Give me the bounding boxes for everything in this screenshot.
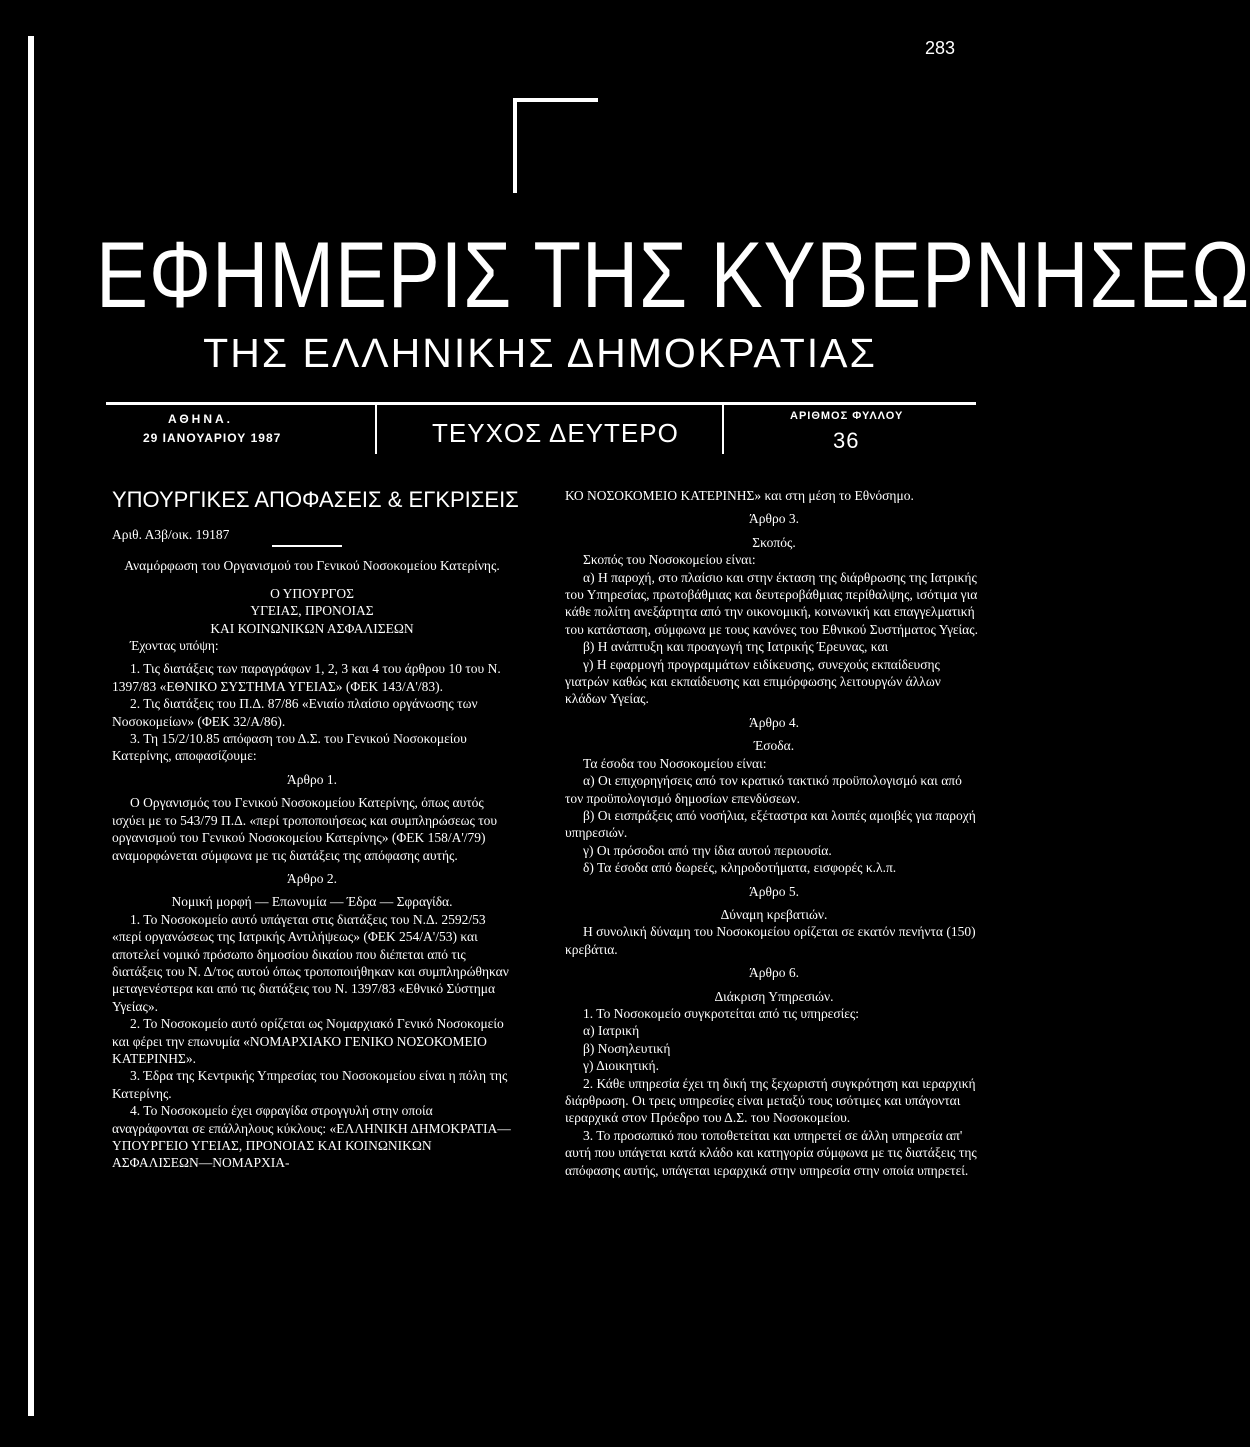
article-6-service-b: β) Νοσηλευτική [583, 1040, 671, 1056]
sheet-number-label: ΑΡΙΘΜΟΣ ΦΥΛΛΟΥ [790, 410, 904, 422]
consideration-3: 3. Τη 15/2/10.85 απόφαση του Δ.Σ. του Γενικού Νοσοκομείου Κατερίνης, αποφασίζουμε: [112, 731, 467, 764]
article-2-paragraph-1: 1. Το Νοσοκομείο αυτό υπάγεται στις διατάξεις του Ν.Δ. 2592/53 «περί οργανώσεως της Ιατρικής Αντιλήψεως» (ΦΕΚ 254/Α'/53) και αποτελεί νομικό πρόσωπο δημοσίου δικαίου που διέπεται από τις διατάξεις του Ν. Δ/τος αυτού όπως τροποποιήθηκαν και συμπληρώθηκαν μεταγενέστερα και από τις διατάξεις του Ν. 1397/83 «Εθνικό Σύστημα Υγείας». [112, 911, 509, 1014]
article-2-paragraph-3: 3. Έδρα της Κεντρικής Υπηρεσίας του Νοσοκομείου είναι η πόλη της Κατερίνης. [112, 1068, 508, 1101]
article-4-item-b: β) Οι εισπράξεις από νοσήλια, εξέταστρα και λοιπές αμοιβές για παροχή υπηρεσιών. [565, 807, 976, 841]
article-3-item-b: β) Η ανάπτυξη και προαγωγή της Ιατρικής Έρευνας, και [583, 639, 889, 655]
article-6-paragraph-3: 3. Το προσωπικό που τοποθετείται και υπηρετεί σε άλλη υπηρεσία απ' αυτή που υπάγεται κατά κλάδο και κατηγορία σύμφωνα με τις διατάξεις της απόφασης αυτής, υπάγεται ιεραρχικά στην υπηρεσία στην οποία υπηρετεί. [565, 1127, 977, 1178]
article-4-item-d: δ) Τα έσοδα από δωρεές, κληροδοτήματα, εισφορές κ.λ.π. [583, 860, 897, 876]
article-3-item-c: γ) Η εφαρμογή προγραμμάτων ειδίκευσης, συνεχούς εκπαίδευσης γιατρών καθώς και εκπαίδευσης και επιμόρφωσης λειτουργών άλλων κλάδων Υγείας. [565, 656, 941, 707]
article-2-paragraph-2: 2. Το Νοσοκομείο αυτό ορίζεται ως Νομαρχιακό Γενικό Νοσοκομείο και φέρει την επωνυμία «ΝΟΜΑΡΧΙΑΚΟ ΓΕΝΙΚΟ ΝΟΣΟΚΟΜΕΙΟ ΚΑΤΕΡΙΝΗΣ». [112, 1016, 504, 1066]
minister-line-1: Ο ΥΠΟΥΡΓΟΣ [270, 585, 354, 601]
article-2-subtitle: Νομική μορφή — Επωνυμία — Έδρα — Σφραγίδα. [171, 894, 453, 910]
issue-series: ΤΕΥΧΟΣ ΔΕΥΤΕΡΟ [432, 418, 679, 448]
page-number: 283 [925, 38, 956, 58]
article-6-subtitle: Διάκριση Υπηρεσιών. [714, 988, 834, 1004]
article-6-paragraph-2: 2. Κάθε υπηρεσία έχει τη δική της ξεχωριστή συγκρότηση και ιεραρχική διάρθρωση. Οι τρεις υπηρεσίες είναι μεταξύ τους ισότιμες και υπάγονται ιεραρχικά στον Πρόεδρο του Δ.Σ. του Νοσοκομείου. [565, 1075, 976, 1126]
article-3-item-a: α) Η παροχή, στο πλαίσιο και στην έκταση της διάρθρωσης της Ιατρικής του Υπηρεσίας, πρωτοβάθμιας και δευτεροβάθμιας περίθαλψης, ισότιμα για κάθε πολίτη ανεξάρτητα από την οικονομική, κοινωνική και επαγγελματική του κατάσταση, σύμφωνα με τους κανόνες του Εθνικού Συστήματος Υγείας. [565, 569, 978, 637]
article-3-intro: Σκοπός του Νοσοκομείου είναι: [583, 552, 756, 568]
article-3-heading: Άρθρο 3. [749, 511, 799, 527]
article-2-paragraph-4: 4. Το Νοσοκομείο έχει σφραγίδα στρογγυλή στην οποία αναγράφονται σε επάλληλους κύκλους: «ΕΛΛΗΝΙΚΗ ΔΗΜΟΚΡΑΤΙΑ—ΥΠΟΥΡΓΕΙΟ ΥΓΕΙΑΣ, ΠΡΟΝΟΙΑΣ ΚΑΙ ΚΟΙΝΩΝΙΚΩΝ ΑΣΦΑΛΙΣΕΩΝ—ΝΟΜΑΡΧΙΑ- [112, 1103, 511, 1171]
right-column [565, 487, 983, 1179]
issue-date: 29 ΙΑΝΟΥΑΡΙΟΥ 1987 [143, 431, 282, 445]
continuation-text: ΚΟ ΝΟΣΟΚΟΜΕΙΟ ΚΑΤΕΡΙΝΗΣ» και στη μέση το Εθνόσημο. [565, 488, 914, 503]
article-4-item-a: α) Οι επιχορηγήσεις από τον κρατικό τακτικό προϋπολογισμό και από τον προϋπολογισμό δημοσίων επενδύσεων. [565, 773, 962, 806]
issue-bar-divider-left [375, 404, 377, 454]
left-column [112, 526, 512, 1172]
reference-rule [272, 545, 342, 547]
decision-title: Αναμόρφωση του Οργανισμού του Γενικού Νοσοκομείου Κατερίνης. [124, 558, 500, 574]
crop-mark-horizontal [513, 98, 598, 102]
article-6-service-a: α) Ιατρική [583, 1023, 640, 1039]
article-3-subtitle: Σκοπός. [752, 534, 796, 550]
article-4-subtitle: Έσοδα. [753, 738, 795, 754]
issue-bar-top-rule [106, 402, 976, 405]
minister-line-3: ΚΑΙ ΚΟΙΝΩΝΙΚΩΝ ΑΣΦΑΛΙΣΕΩΝ [210, 620, 414, 636]
article-6-service-c: γ) Διοικητική. [583, 1058, 659, 1074]
left-margin-bar [28, 36, 34, 1416]
section-title: ΥΠΟΥΡΓΙΚΕΣ ΑΠΟΦΑΣΕΙΣ & ΕΓΚΡΙΣΕΙΣ [112, 487, 519, 512]
article-4-intro: Τα έσοδα του Νοσοκομείου είναι: [583, 755, 767, 771]
article-4-item-c: γ) Οι πρόσοδοι από την ίδια αυτού περιουσία. [583, 842, 832, 858]
article-1-text: Ο Οργανισμός του Γενικού Νοσοκομείου Κατερίνης, όπως αυτός ισχύει με το 543/79 Π.Δ. «περί τροποποιήσεως και συμπληρώσεως του οργανισμού του Γενικού Νοσοκομείου Κατερίνης» (ΦΕΚ 158/Α'/79) αναμορφώνεται σύμφωνα με τις διατάξεις της απόφασης αυτής. [112, 795, 498, 863]
article-1-heading: Άρθρο 1. [287, 771, 337, 787]
issue-city: ΑΘΗΝΑ. [168, 412, 234, 426]
crop-mark-vertical [513, 98, 517, 193]
having-regard: Έχοντας υπόψη: [130, 638, 219, 654]
article-2-heading: Άρθρο 2. [287, 870, 337, 886]
gazette-masthead-title: ΕΦΗΜΕΡΙΣ ΤΗΣ ΚΥΒΕΡΝΗΣΕΩ [96, 222, 1250, 327]
article-5-text: Η συνολική δύναμη του Νοσοκομείου ορίζεται σε εκατόν πενήντα (150) κρεβάτια. [565, 924, 976, 957]
article-5-heading: Άρθρο 5. [749, 883, 799, 899]
gazette-masthead-subtitle: ΤΗΣ ΕΛΛΗΝΙΚΗΣ ΔΗΜΟΚΡΑΤΙΑΣ [203, 330, 877, 376]
article-4-heading: Άρθρο 4. [749, 714, 799, 730]
issue-bar-divider-right [722, 404, 724, 454]
sheet-number: 36 [833, 428, 860, 453]
decision-reference: Αριθ. Α3β/οικ. 19187 [112, 527, 230, 542]
article-5-subtitle: Δύναμη κρεβατιών. [720, 906, 828, 922]
consideration-1: 1. Τις διατάξεις των παραγράφων 1, 2, 3 και 4 του άρθρου 10 του Ν. 1397/83 «ΕΘΝΙΚΟ ΣΥΣΤΗΜΑ ΥΓΕΙΑΣ» (ΦΕΚ 143/Α'/83). [112, 661, 501, 694]
article-6-heading: Άρθρο 6. [749, 965, 799, 981]
article-6-paragraph-1: 1. Το Νοσοκομείο συγκροτείται από τις υπηρεσίες: [583, 1005, 860, 1021]
consideration-2: 2. Τις διατάξεις του Π.Δ. 87/86 «Ενιαίο πλαίσιο οργάνωσης των Νοσοκομείων» (ΦΕΚ 32/Α/86). [112, 696, 478, 729]
minister-line-2: ΥΓΕΙΑΣ, ΠΡΟΝΟΙΑΣ [250, 603, 374, 619]
